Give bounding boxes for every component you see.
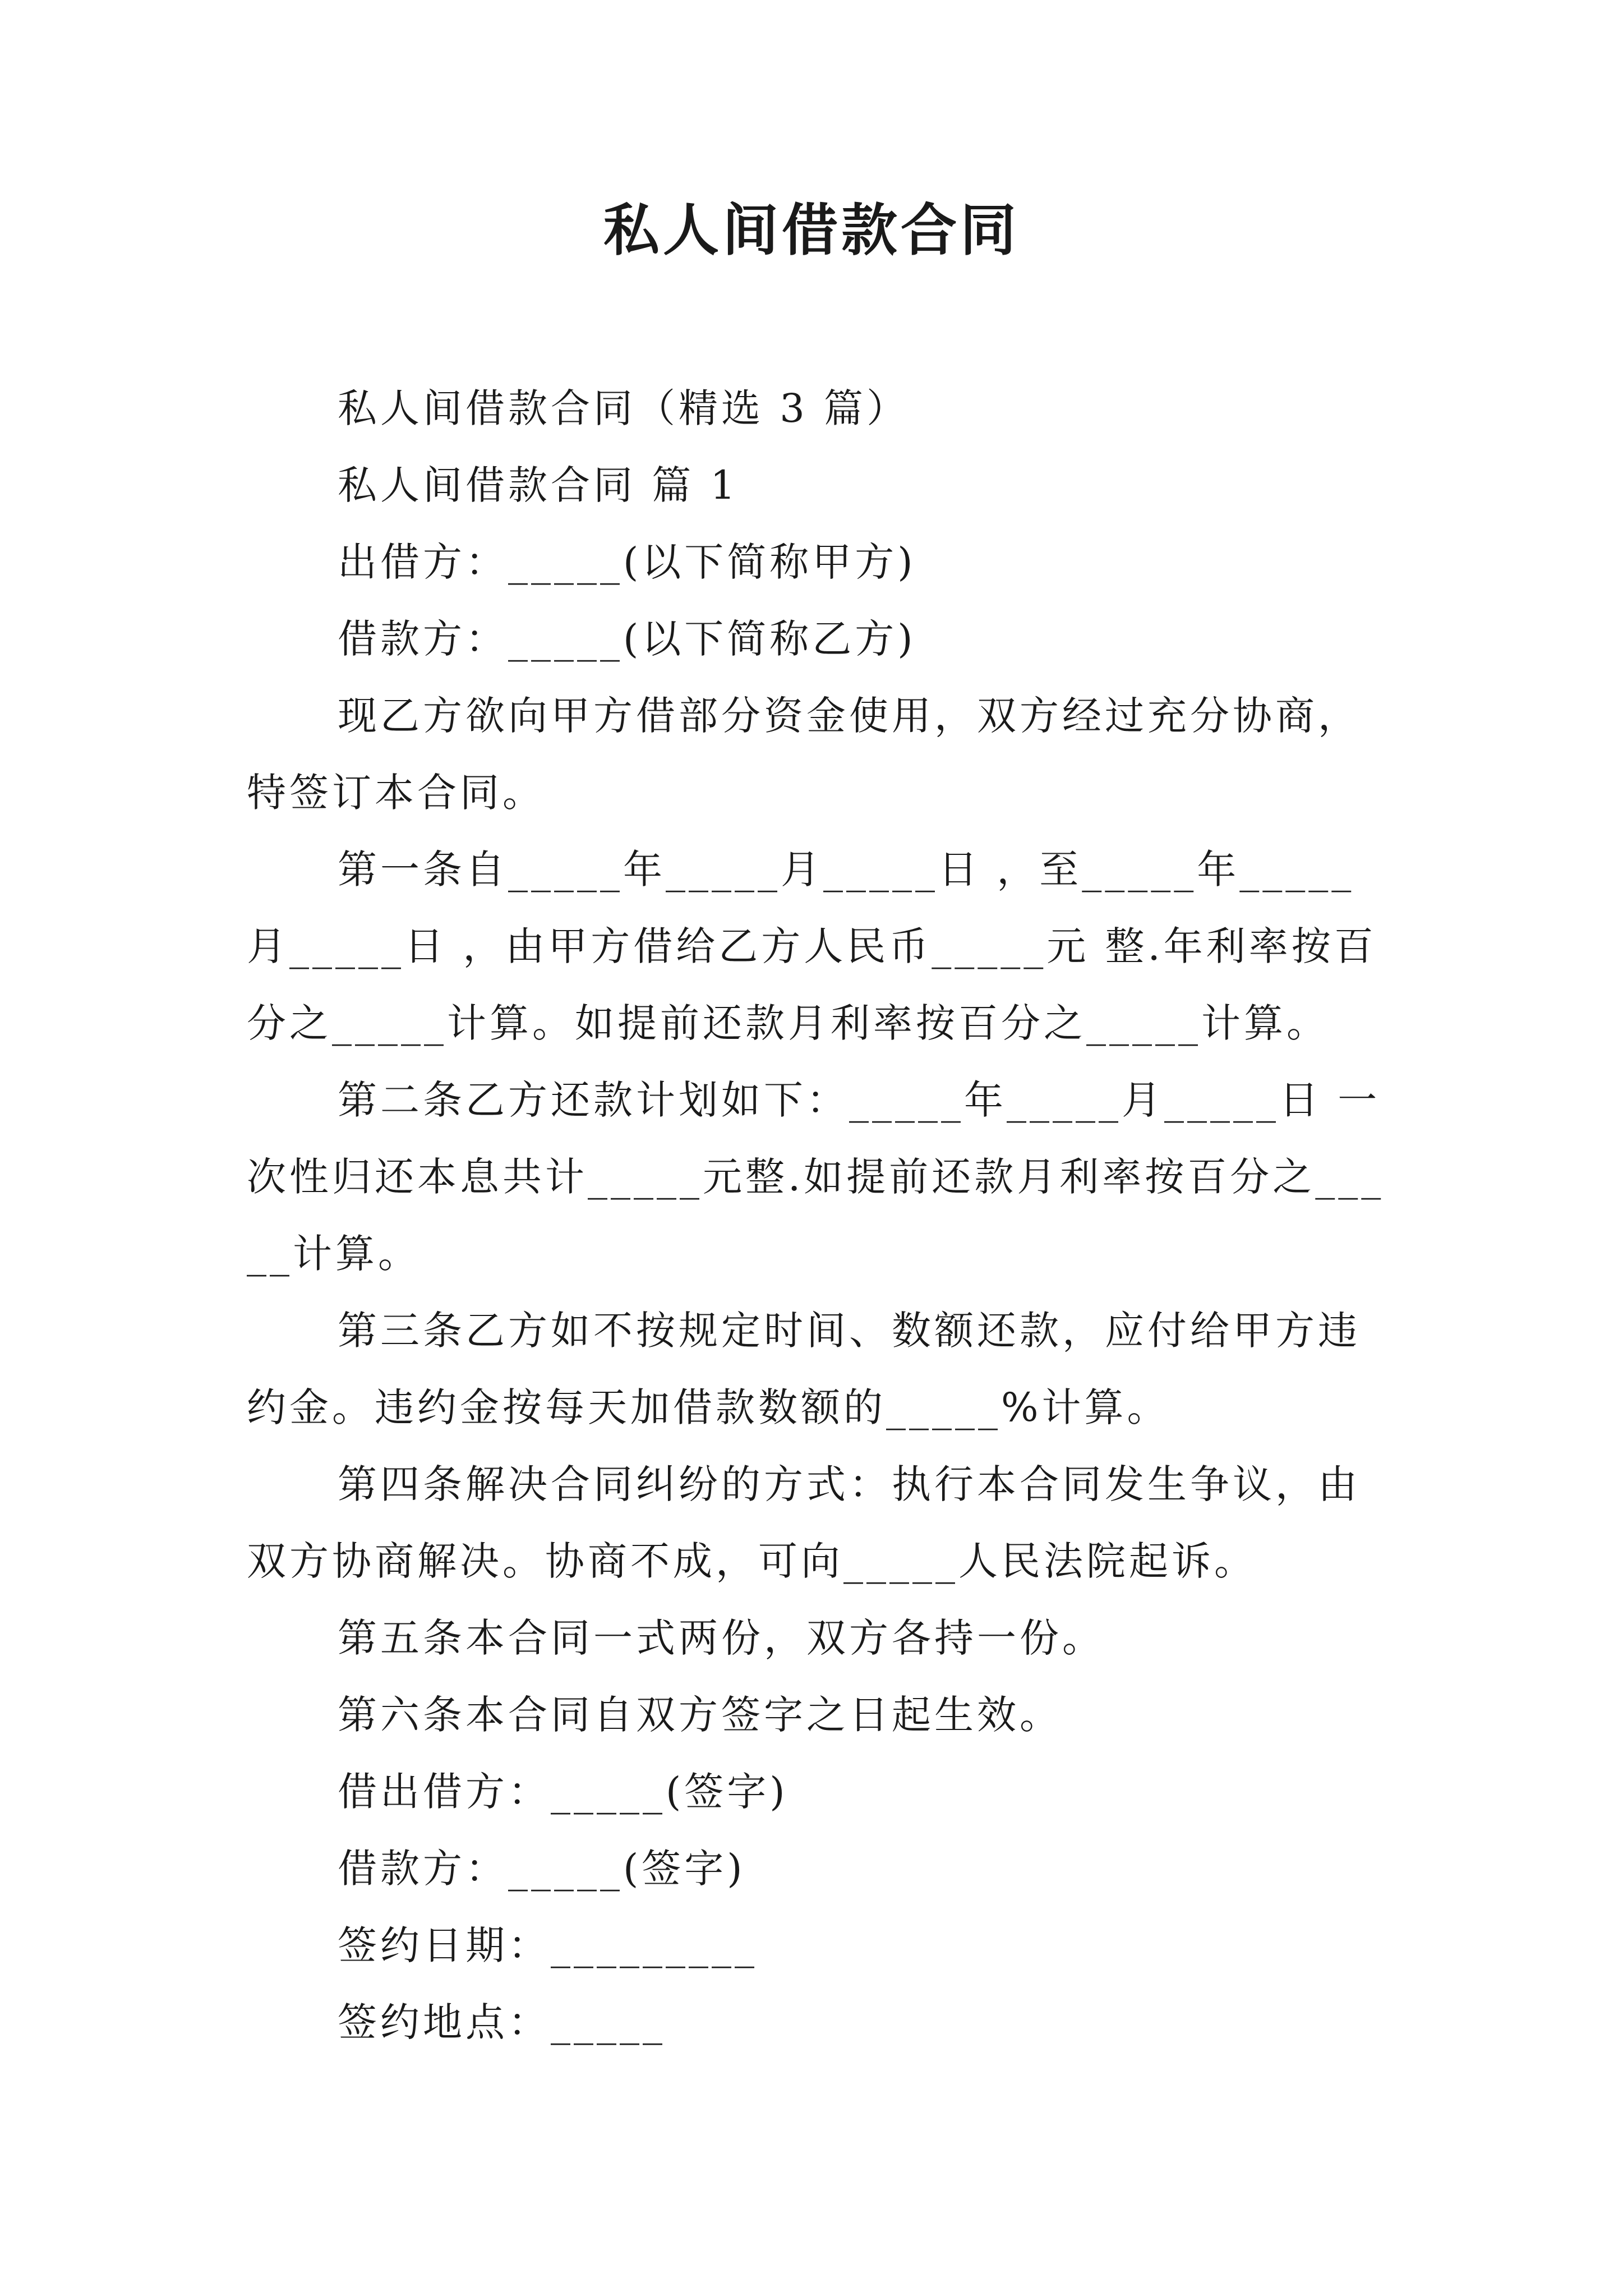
paragraph-signing-place: 签约地点：_____: [338, 1999, 666, 2045]
document-title: 私人间借款合同: [603, 197, 1020, 263]
paragraph-section-heading: 私人间借款合同 篇 1: [338, 462, 739, 508]
paragraph-article-3: 第三条乙方如不按规定时间、数额还款，应付给甲方违约金。违约金按每天加借款数额的_____%计算。: [247, 1308, 1361, 1430]
paragraph-borrower-signature: 借款方：_____(签字): [338, 1846, 746, 1892]
paragraph-article-5: 第五条本合同一式两份，双方各持一份。: [338, 1615, 1105, 1661]
paragraph-article-4: 第四条解决合同纠纷的方式：执行本合同发生争议，由双方协商解决。协商不成，可向_____人民法院起诉。: [247, 1461, 1361, 1584]
paragraph-lender-signature: 借出借方：_____(签字): [338, 1769, 789, 1815]
paragraph-signing-date: 签约日期：_________: [338, 1922, 758, 1968]
paragraph-article-2: 第二条乙方还款计划如下：_____年_____月_____日 一次性归还本息共计_____元整.如提前还款月利率按百分之_____计算。: [247, 1077, 1385, 1277]
paragraph-article-6: 第六条本合同自双方签字之日起生效。: [338, 1692, 1062, 1738]
paragraph-subtitle: 私人间借款合同（精选 3 篇）: [338, 385, 910, 431]
document-body: [247, 370, 1385, 2061]
paragraph-lender: 出借方：_____(以下简称甲方): [338, 539, 916, 585]
paragraph-article-1: 第一条自_____年_____月_____日 ，至_____年_____月_____日 ，由甲方借给乙方人民币_____元 整.年利率按百分之_____计算。如提前还款月利率按百分之_____计算。: [247, 846, 1377, 1046]
paragraph-preamble: 现乙方欲向甲方借部分资金使用，双方经过充分协商，特签订本合同。: [247, 693, 1361, 816]
paragraph-borrower: 借款方：_____(以下简称乙方): [338, 616, 916, 662]
